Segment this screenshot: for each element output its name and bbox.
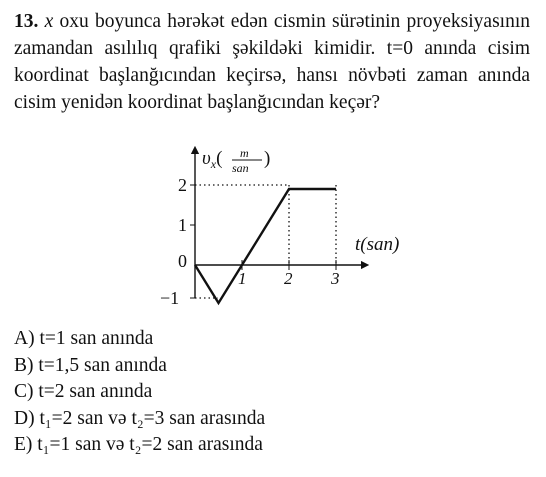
velocity-line — [195, 189, 336, 303]
option-c[interactable] — [14, 379, 265, 406]
option-b-letter: B) — [14, 354, 34, 376]
y-unit-close-paren: ) — [264, 148, 271, 169]
option-b-text: t=1,5 san anında — [38, 354, 167, 376]
option-a[interactable] — [14, 326, 265, 353]
option-e-letter: E) — [14, 434, 33, 455]
option-a-letter: A) — [14, 328, 35, 349]
x-axis-label: t(san) — [355, 234, 400, 255]
x-tick-label-1: 1 — [238, 269, 247, 288]
option-d-text: t₁=2 san və t₂=3 san arasında — [39, 407, 266, 429]
y-tick-label-0: 0 — [178, 251, 187, 271]
answer-options — [14, 326, 265, 459]
y-unit-numerator: m — [240, 146, 249, 160]
option-d-letter: D) — [14, 407, 35, 429]
y-axis-label: $\upsilon_x$( — [202, 148, 223, 171]
question-text — [14, 8, 530, 116]
option-a-text: t=1 san anında — [39, 328, 154, 349]
question-number: 13. — [14, 11, 39, 32]
question-variable: x — [44, 11, 54, 32]
x-tick-label-2: 2 — [284, 269, 293, 288]
option-b[interactable] — [14, 353, 265, 380]
question-body: oxu boyunca hərəkət edən cismin sürətinin proyeksiyasının zamandan asılılıq qrafiki şəkildəki kimidir. t=0 anında cisim koordinat başlanğıcından keçirsə, hansı növbəti zaman anında cisim yenidən koordinat başlanğıcından keçər? — [14, 11, 530, 113]
y-unit-denominator: san — [232, 161, 249, 175]
x-tick-label-3: 3 — [331, 269, 340, 288]
option-c-text: t=2 san anında — [38, 381, 153, 402]
option-c-letter: C) — [14, 381, 34, 402]
option-e[interactable] — [14, 432, 265, 459]
option-e-text: t₁=1 san və t₂=2 san arasında — [37, 434, 263, 455]
y-tick-label-1: 1 — [178, 215, 187, 235]
option-d[interactable] — [14, 406, 265, 433]
velocity-time-graph — [140, 140, 430, 310]
y-tick-label-2: 2 — [178, 175, 187, 195]
y-tick-label-minus1: −1 — [160, 288, 180, 308]
